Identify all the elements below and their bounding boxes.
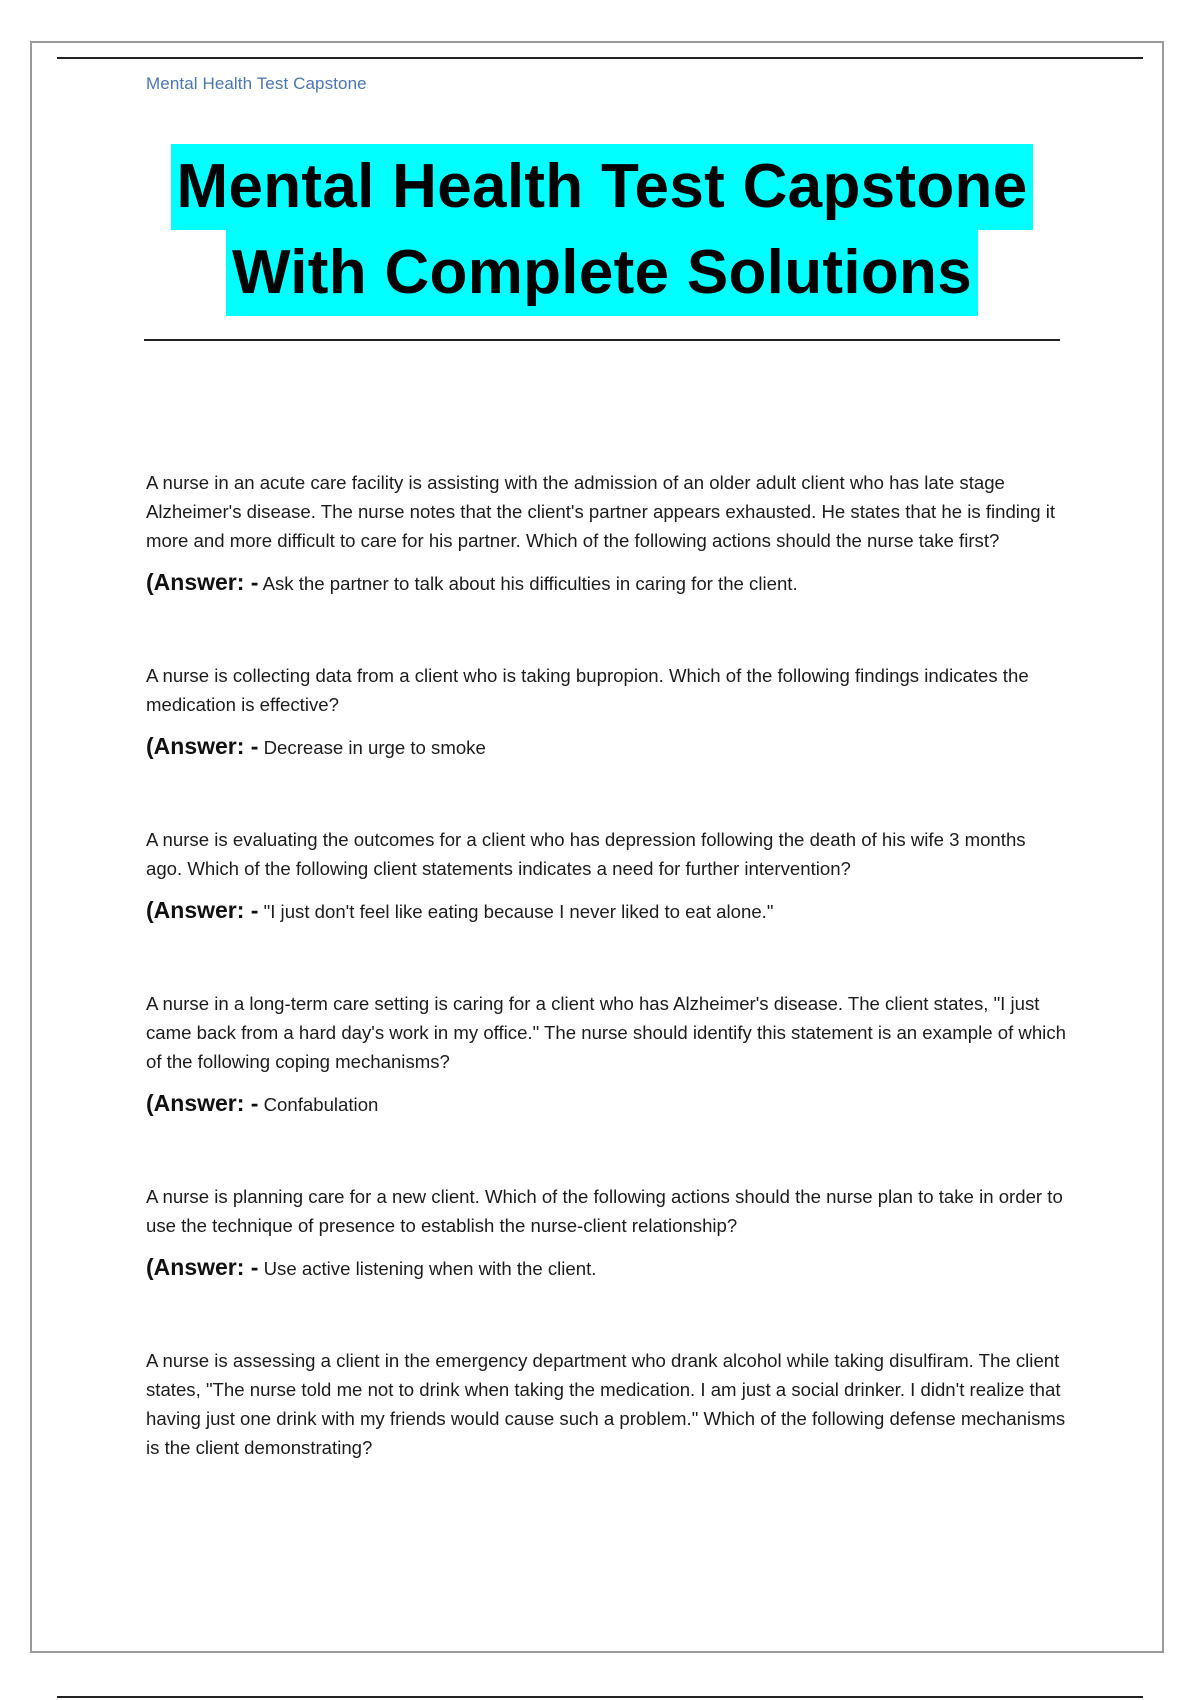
answer-prefix: (Answer: - (146, 733, 259, 759)
question-text: A nurse is planning care for a new client. Which of the following actions should the nurse plan to take in order to use the technique of presence to establish the nurse-client relationship? (146, 1186, 1063, 1236)
answer-line (146, 1088, 1066, 1120)
running-header: Mental Health Test Capstone (146, 74, 367, 93)
answer-prefix: (Answer: - (146, 1090, 259, 1116)
answer-prefix: (Answer: - (146, 1254, 259, 1280)
answer-text: "I just don't feel like eating because I never liked to eat alone." (263, 901, 774, 922)
question-text: A nurse in an acute care facility is assisting with the admission of an older adult client who has late stage Alzheimer's disease. The nurse notes that the client's partner appears exhausted. He states that he is finding it more and more difficult to care for his partner. Which of the following actions should the nurse take first? (146, 472, 1056, 551)
answer-text: Decrease in urge to smoke (263, 737, 486, 758)
bottom-rule (57, 1696, 1143, 1698)
question-text: A nurse is assessing a client in the emergency department who drank alcohol while taking disulfiram. The client states, "The nurse told me not to drink when taking the medication. I am just a social drinker. I didn't realize that having just one drink with my friends would cause such a problem." Which of the following defense mechanisms is the client demonstrating? (146, 1350, 1066, 1458)
qa-item (146, 1182, 1066, 1284)
answer-line (146, 1252, 1066, 1284)
question-text: A nurse is collecting data from a client who is taking bupropion. Which of the following findings indicates the medication is effective? (146, 665, 1029, 715)
qa-item (146, 825, 1066, 927)
question-text: A nurse is evaluating the outcomes for a client who has depression following the death of his wife 3 months ago. Which of the following client statements indicates a need for further intervention? (146, 829, 1026, 879)
answer-prefix: (Answer: - (146, 569, 259, 595)
document-title (144, 144, 1060, 316)
answer-prefix: (Answer: - (146, 897, 259, 923)
top-rule (57, 57, 1143, 59)
answer-line (146, 895, 1066, 927)
title-line-1: Mental Health Test Capstone (171, 144, 1034, 230)
qa-item (146, 661, 1066, 763)
answer-line (146, 731, 1066, 763)
title-underline-rule (144, 339, 1060, 341)
qa-item (146, 1346, 1066, 1462)
question-list (146, 468, 1066, 1524)
answer-text: Use active listening when with the client. (263, 1258, 597, 1279)
qa-item (146, 468, 1066, 599)
answer-text: Confabulation (263, 1094, 379, 1115)
question-text: A nurse in a long-term care setting is caring for a client who has Alzheimer's disease. The client states, "I just came back from a hard day's work in my office." The nurse should identify this statement is an example of which of the following coping mechanisms? (146, 993, 1066, 1072)
title-line-2: With Complete Solutions (226, 230, 978, 316)
answer-text: Ask the partner to talk about his difficulties in caring for the client. (262, 573, 798, 594)
answer-line (146, 567, 1066, 599)
qa-item (146, 989, 1066, 1120)
